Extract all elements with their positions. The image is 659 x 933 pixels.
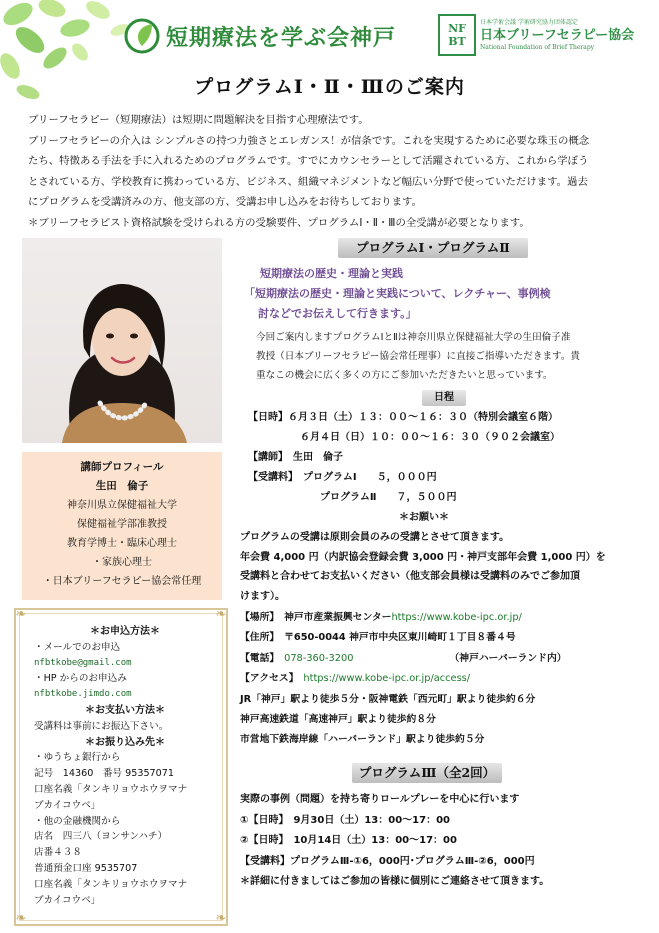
apply-method-heading: ＊お申込方法＊ [90,626,160,637]
org-right-en: National Foundation of Brief Therapy [480,43,595,51]
phone-number[interactable]: 078-360-3200 [284,652,354,664]
application-box: ❧ ❧ ❧ ❧ ＊お申込方法＊ ・メールでのお申込 nfbtkobe@gmail.com ・HP からのお申込み nfbtkobe.jimdo.com ＊お支払い方法＊ 受講料は事前にお振込下さい。 ＊お振り込み先＊ ・ゆうちょ銀行から 記号 14360 番号 95357071 口座名義「タンキリョウホウヲマナ ブカイコウベ」 ・他の金融機関から 店名 四三八（ヨンサンハチ） 店番４３８ 普通預金口座 9535707 口座名義「タンキリョウホウヲマナ ブカイコウベ」 [15,607,227,926]
request-heading: ＊お願い＊ [399,512,449,523]
program12-description: 今回ご案内しますプログラムⅠとⅡは神奈川県立保健福祉大学の生田倫子准 教授（日本ブリーフセラピー協会常任理事）に直接ご指導いただきます。貴 重なこの機会に広く多くの方にご参加いただきたいと思っています。 [256,332,581,381]
profile-name: 生田 倫子 [95,480,149,492]
program3-details: 実際の事例（問題）を持ち寄りロールプレーを中心に行います ①【日時】 9月30日（土）13：00～17：00 ②【日時】 10月14日（土）13：00～17：00 【受講料】プログラムⅢ-①6，000円･プログラムⅢ-②6，000円 ＊詳細に付きましてはご参加の皆様に個別にご連絡させて頂きます。 [240,794,550,887]
lecturer-photo [22,238,222,443]
logo-left [122,14,396,58]
intro-text: ブリーフセラピー（短期療法）は短期に問題解決を目指す心理療法です。 ブリーフセラピーの介入は シンプルさの持つ力強さとエレガンス！が信条です。これを実現するために必要な珠玉の概念 たち、特徴ある手法を手に入れるためのプログラムです。すでにカウンセラーとして活躍されている方、これから学ぼう とされている方、学校教育に携わっている方、ビジネス、組織マネジメントなど幅広い分野で使っていただけます。過去 にプログラムを受講済みの方、他支部の方、受講お申し込みをお待ちしております。 ＊ブリーフセラピスト資格試験を受けられる方の受験要件、プログラムⅠ・Ⅱ・Ⅲの全受講が必要となります。 [28,114,590,229]
venue-section: 【場所】 神戸市産業振興センターhttps://www.kobe-ipc.or.jp/ 【住所】 〒650-0044 神戸市中央区東川崎町１丁目８番４号 【電話】 078-360-3200 （神戸ハーバーランド内） 【アクセス】 https://www.kobe-ipc.or.jp/access/ JR「神戸」駅より徒歩５分・阪神電鉄「西元町」駅より徒歩約６分 神戸高速鉄道「高速神戸」駅より徒歩約８分 市営地下鉄海岸線「ハーバーランド」駅より徒歩約５分 [240,612,567,746]
program12-summary: 短期療法の歴史・理論と実践 「短期療法の歴史・理論と実践について、レクチャー、事例検 討などでお伝えして行きます。」 [244,267,551,320]
org-right-small: 日本学術会議 学術研究協力団体認定 [480,18,578,26]
access-url-link[interactable]: https://www.kobe-ipc.or.jp/access/ [303,673,471,685]
email-link[interactable]: nfbtkobe@gmail.com [34,657,132,668]
corner-ornament-icon: ❧ [215,911,227,926]
request-section: ＊お願い＊ プログラムの受講は原則会員のみの受講とさせて頂きます。 年会費 4,000 円（内訳協会登録会費 3,000 円・神戸支部年会費 1,000 円）を 受講料と合わせてお支払いください（他支部会員様は受講料のみでご参加頂 けます）。 [240,508,648,607]
org-name-left: 短期療法を学ぶ会神戸 [166,25,397,51]
program12-band: プログラムⅠ・プログラムⅡ [338,238,528,258]
leaf-circle-icon [122,16,162,56]
program12-details: 【日時】６月３日（土）１３：００～１６：３０（特別会議室６階） ６月４日（日）１０：００～１６：３０（９０２会議室） 【講師】 生田 倫子 【受講料】 プログラムⅠ ５，０００円 プログラムⅡ ７，５００円 [248,412,560,503]
portrait-image [22,238,222,443]
page-title: プログラムⅠ・Ⅱ・Ⅲのご案内 [194,76,465,98]
logo-right [438,14,634,56]
transfer-heading: ＊お振り込み先＊ [85,736,165,748]
profile-heading: 講師プロフィール [80,461,164,473]
nfbt-logo: NF BT [438,14,476,56]
schedule-chip: 日程 [422,390,466,406]
corner-ornament-icon: ❧ [15,607,27,622]
lecturer-profile: 講師プロフィール 生田 倫子 神奈川県立保健福祉大学 保健福祉学部准教授 教育学博士・臨床心理士 ・家族心理士 ・日本ブリーフセラピー協会常任理 [22,452,222,600]
org-right-name: 日本ブリーフセラピー協会 [480,27,635,43]
payment-heading: ＊お支払い方法＊ [85,704,165,716]
corner-ornament-icon: ❧ [15,911,27,926]
corner-ornament-icon: ❧ [215,607,227,622]
hp-link[interactable]: nfbtkobe.jimdo.com [34,689,132,700]
venue-url-link[interactable]: https://www.kobe-ipc.or.jp/ [391,612,522,623]
program3-band: プログラムⅢ（全2回） [352,763,502,783]
